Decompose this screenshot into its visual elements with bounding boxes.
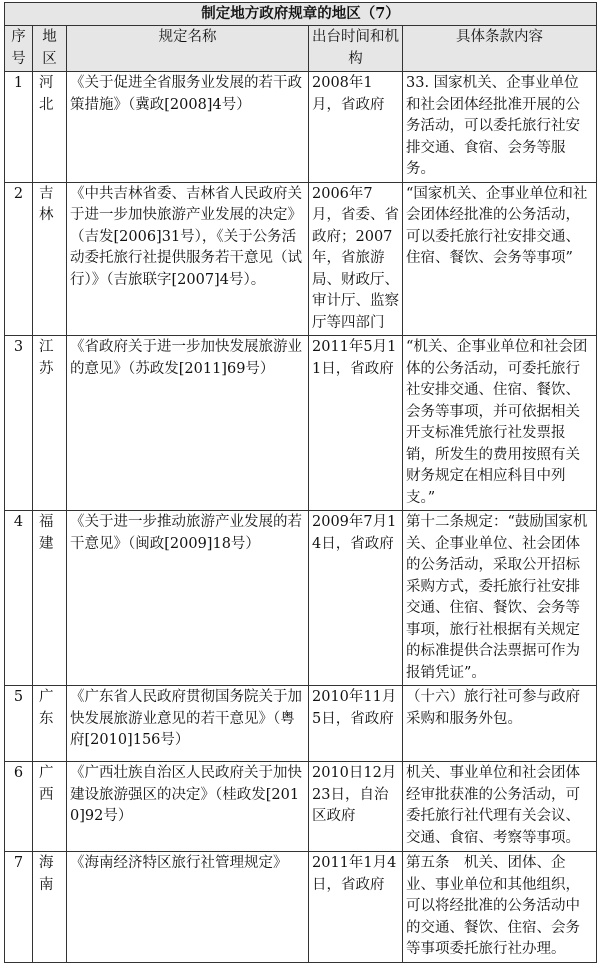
row-name: 《广东省人民政府贯彻国务院关于加快发展旅游业意见的若干意见》（粤府[2010]156号）: [67, 686, 309, 762]
row-time: 2009年7月14日，省政府: [309, 511, 403, 686]
row-no: 2: [5, 182, 33, 336]
row-region: 河北: [33, 72, 67, 183]
header-time: 出台时间和机构: [309, 26, 403, 72]
row-region: 江苏: [33, 336, 67, 511]
table-row: [5, 72, 597, 183]
row-time: 2011年1月4日，省政府: [309, 852, 403, 963]
row-no: 4: [5, 511, 33, 686]
row-region: 吉林: [33, 182, 67, 336]
row-no: 6: [5, 762, 33, 852]
regulation-table: [4, 2, 597, 963]
row-no: 7: [5, 852, 33, 963]
row-no: 1: [5, 72, 33, 183]
row-content: 第十二条规定：“鼓励国家机关、企事业单位、社会团体的公务活动，采取公开招标采购方式，委托旅行社安排交通、住宿、餐饮、会务等事项，旅行社根据有关规定的标准提供合法票据可作为报销凭证”。: [403, 511, 597, 686]
table-row: [5, 182, 597, 336]
table-row: [5, 686, 597, 762]
row-region: 广东: [33, 686, 67, 762]
row-region: 海南: [33, 852, 67, 963]
header-content: 具体条款内容: [403, 26, 597, 72]
row-no: 5: [5, 686, 33, 762]
row-content: “国家机关、企事业单位和社会团体经批准的公务活动，可以委托旅行社安排交通、住宿、餐饮、会务等事项”: [403, 182, 597, 336]
row-content: 第五条 机关、团体、企业、事业单位和其他组织，可以将经批准的公务活动中的交通、餐饮、住宿、会务等事项委托旅行社办理。: [403, 852, 597, 963]
row-content: 33. 国家机关、企事业单位和社会团体经批准开展的公务活动，可以委托旅行社安排交通、食宿、会务等服务。: [403, 72, 597, 183]
row-no: 3: [5, 336, 33, 511]
row-name: 《中共吉林省委、吉林省人民政府关于进一步加快旅游产业发展的决定》（吉发[2006]31号），《关于公务活动委托旅行社提供服务若干意见（试行）》（吉旅联字[2007]4号）。: [67, 182, 309, 336]
row-content: （十六）旅行社可参与政府采购和服务外包。: [403, 686, 597, 762]
table-row: [5, 762, 597, 852]
row-time: 2006年7月，省委、省政府；2007年，省旅游局、财政厅、审计厅、监察厅等四部门: [309, 182, 403, 336]
row-time: 2010日12月23日，自治区政府: [309, 762, 403, 852]
row-time: 2010年11月5日，省政府: [309, 686, 403, 762]
row-time: 2008年1月，省政府: [309, 72, 403, 183]
table-row: [5, 336, 597, 511]
row-time: 2011年5月11日，省政府: [309, 336, 403, 511]
row-region: 福建: [33, 511, 67, 686]
row-name: 《海南经济特区旅行社管理规定》: [67, 852, 309, 963]
table-row: [5, 511, 597, 686]
header-region: 地区: [33, 26, 67, 72]
table-title: 制定地方政府规章的地区（7）: [5, 3, 597, 26]
row-content: “机关、企事业单位和社会团体的公务活动，可委托旅行社安排交通、住宿、餐饮、会务等事项，并可依据相关开支标准凭旅行社发票报销，所发生的费用按照有关财务规定在相应科目中列支。”: [403, 336, 597, 511]
row-region: 广西: [33, 762, 67, 852]
table-row: [5, 852, 597, 963]
row-name: 《关于进一步推动旅游产业发展的若干意见》（闽政[2009]18号）: [67, 511, 309, 686]
header-no: 序号: [5, 26, 33, 72]
header-name: 规定名称: [67, 26, 309, 72]
row-name: 《省政府关于进一步加快发展旅游业的意见》（苏政发[2011]69号）: [67, 336, 309, 511]
row-name: 《广西壮族自治区人民政府关于加快建设旅游强区的决定》（桂政发[2010]92号）: [67, 762, 309, 852]
row-content: 机关、事业单位和社会团体经审批获准的公务活动，可委托旅行社代理有关会议、交通、食宿、考察等事项。: [403, 762, 597, 852]
row-name: 《关于促进全省服务业发展的若干政策措施》（冀政[2008]4号）: [67, 72, 309, 183]
